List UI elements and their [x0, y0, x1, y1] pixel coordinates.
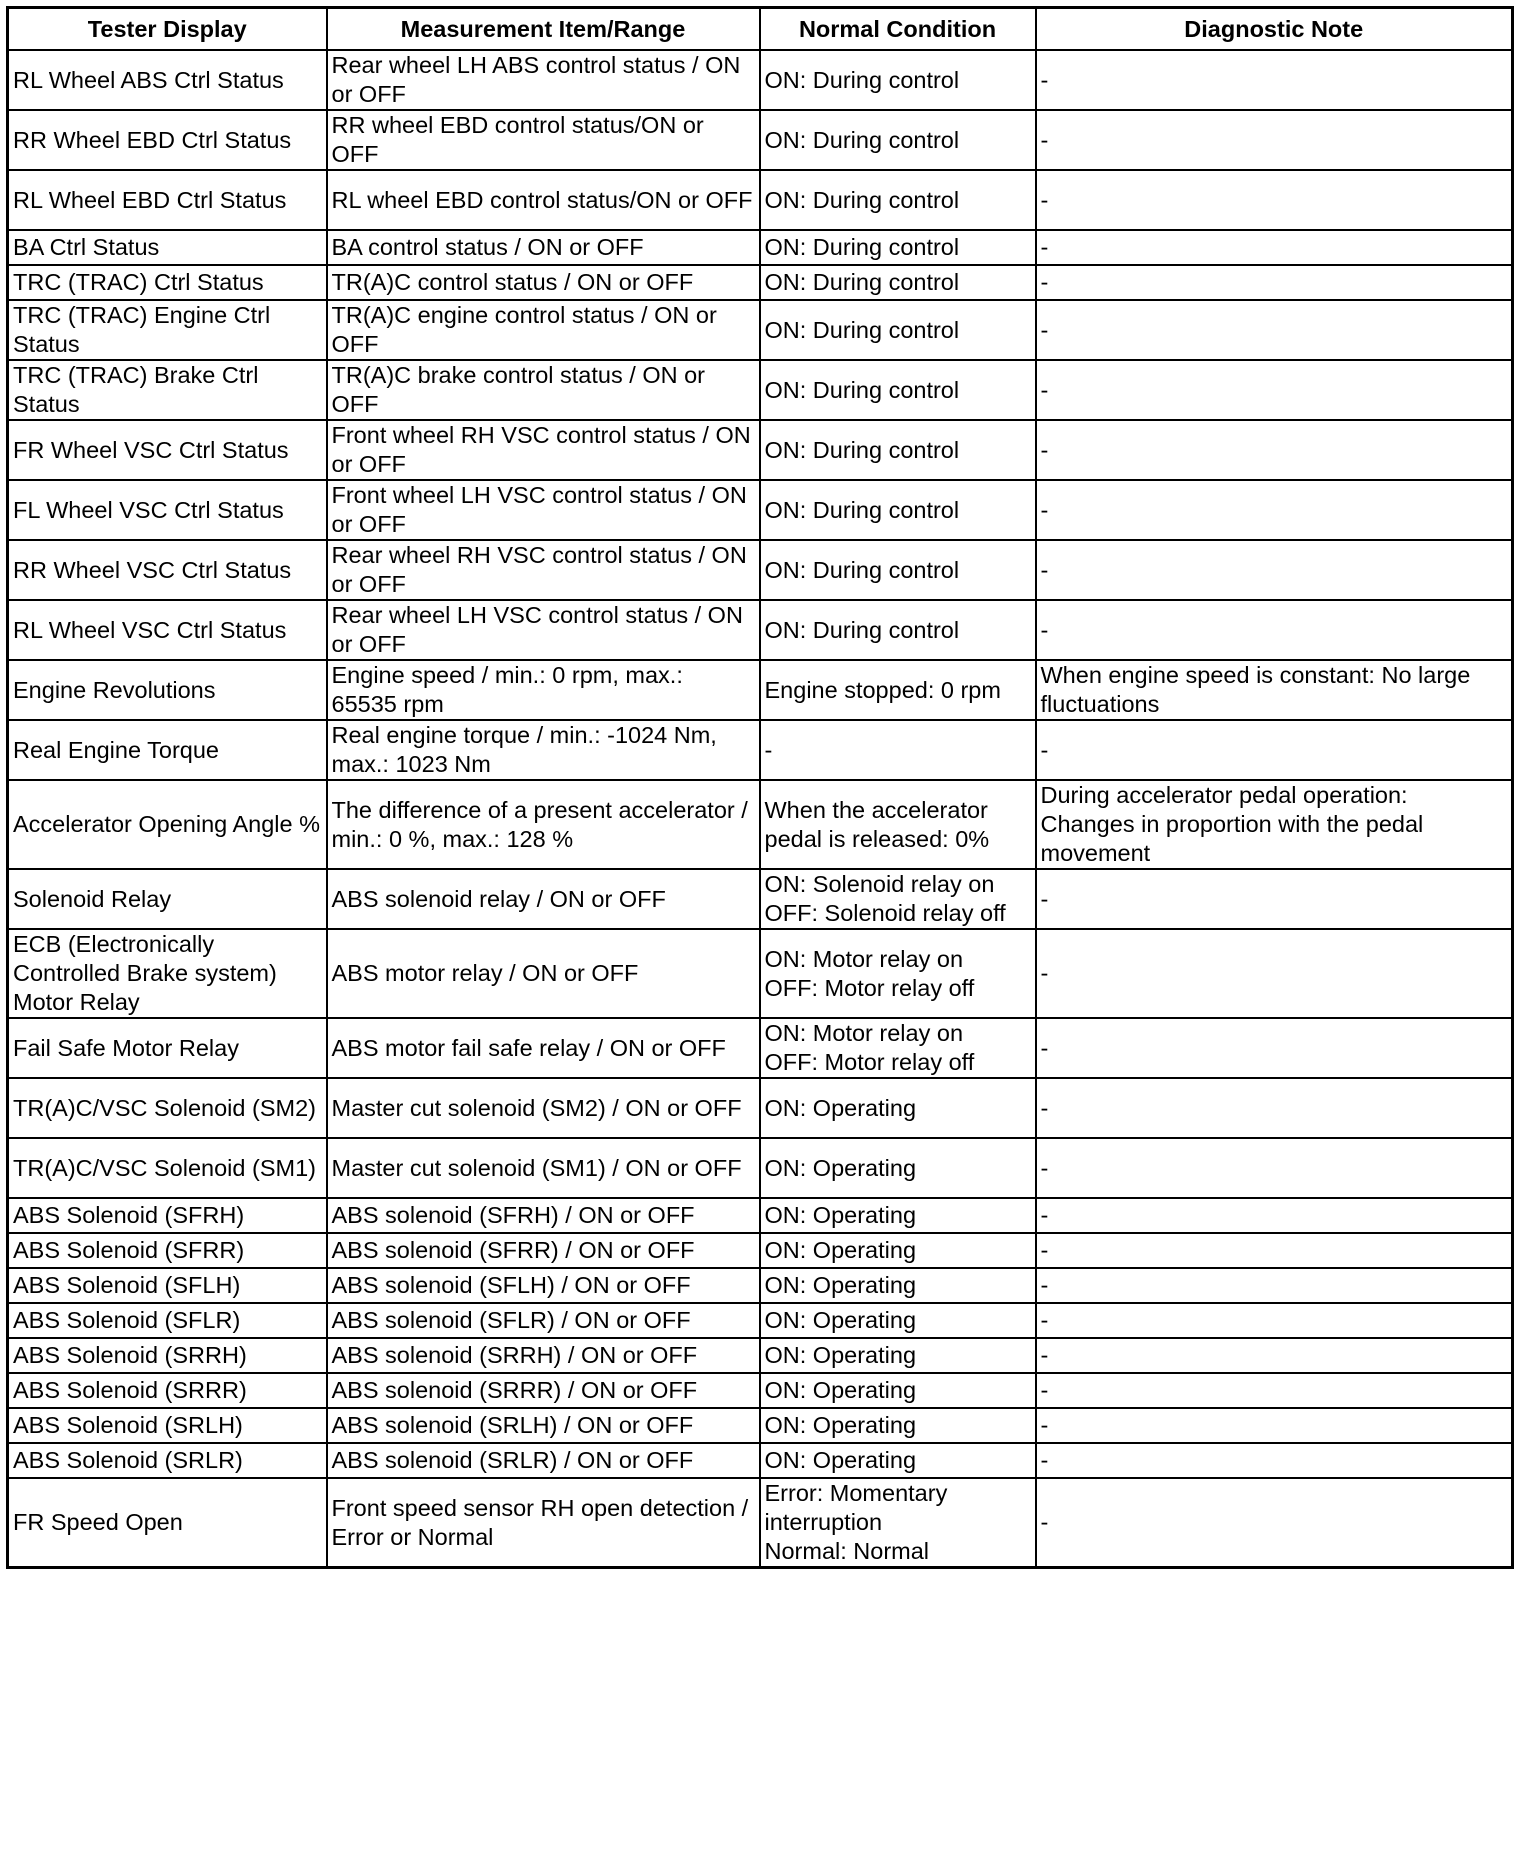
table-row — [8, 720, 1513, 780]
tester-display-cell: FR Speed Open — [8, 1478, 327, 1568]
diagnostic-note-cell: - — [1036, 720, 1513, 780]
diagnostic-note-cell: - — [1036, 1408, 1513, 1443]
diagnostic-note-cell: - — [1036, 1443, 1513, 1478]
measurement-item-cell: Front wheel RH VSC control status / ON or OFF — [327, 420, 760, 480]
diagnostic-note-cell: - — [1036, 170, 1513, 230]
diagnostic-note-cell: When engine speed is constant: No large fluctuations — [1036, 660, 1513, 720]
tester-display-cell: Real Engine Torque — [8, 720, 327, 780]
measurement-item-cell: Rear wheel RH VSC control status / ON or OFF — [327, 540, 760, 600]
measurement-item-cell: ABS solenoid relay / ON or OFF — [327, 869, 760, 929]
normal-condition-cell: ON: Operating — [760, 1373, 1036, 1408]
normal-condition-cell: ON: During control — [760, 110, 1036, 170]
tester-display-cell: ABS Solenoid (SRLH) — [8, 1408, 327, 1443]
table-row — [8, 1443, 1513, 1478]
table-row — [8, 929, 1513, 1018]
normal-condition-cell: - — [760, 720, 1036, 780]
diagnostic-note-cell: - — [1036, 540, 1513, 600]
diagnostic-note-cell: - — [1036, 1233, 1513, 1268]
table-row — [8, 1408, 1513, 1443]
diagnostic-note-cell: - — [1036, 1138, 1513, 1198]
normal-condition-cell: ON: Operating — [760, 1078, 1036, 1138]
tester-display-cell: ABS Solenoid (SFLH) — [8, 1268, 327, 1303]
tester-display-cell: RR Wheel VSC Ctrl Status — [8, 540, 327, 600]
measurement-item-cell: ABS solenoid (SFRH) / ON or OFF — [327, 1198, 760, 1233]
table-row — [8, 1268, 1513, 1303]
tester-display-cell: Fail Safe Motor Relay — [8, 1018, 327, 1078]
diagnostic-note-cell: - — [1036, 869, 1513, 929]
measurement-item-cell: RR wheel EBD control status/ON or OFF — [327, 110, 760, 170]
table-row — [8, 660, 1513, 720]
tester-display-cell: FL Wheel VSC Ctrl Status — [8, 480, 327, 540]
normal-condition-cell: ON: During control — [760, 50, 1036, 110]
diagnostic-note-cell: - — [1036, 1478, 1513, 1568]
diagnostic-note-cell: - — [1036, 1268, 1513, 1303]
tester-display-cell: TR(A)C/VSC Solenoid (SM1) — [8, 1138, 327, 1198]
table-row — [8, 540, 1513, 600]
normal-condition-cell: ON: Operating — [760, 1338, 1036, 1373]
measurement-item-cell: ABS solenoid (SFLR) / ON or OFF — [327, 1303, 760, 1338]
normal-condition-cell: ON: Motor relay on OFF: Motor relay off — [760, 1018, 1036, 1078]
measurement-item-cell: The difference of a present accelerator / min.: 0 %, max.: 128 % — [327, 780, 760, 869]
normal-condition-cell: ON: During control — [760, 265, 1036, 300]
diagnostic-note-cell: - — [1036, 360, 1513, 420]
tester-display-cell: ABS Solenoid (SRRH) — [8, 1338, 327, 1373]
table-row — [8, 360, 1513, 420]
table-header-row — [8, 8, 1513, 51]
diagnostic-note-cell: - — [1036, 110, 1513, 170]
table-row — [8, 1303, 1513, 1338]
table-row — [8, 420, 1513, 480]
diagnostic-note-cell: - — [1036, 300, 1513, 360]
measurement-item-cell: ABS solenoid (SRRH) / ON or OFF — [327, 1338, 760, 1373]
table-row — [8, 869, 1513, 929]
measurement-item-cell: ABS motor fail safe relay / ON or OFF — [327, 1018, 760, 1078]
diagnostic-note-cell: - — [1036, 1198, 1513, 1233]
data-list-table-container — [6, 6, 1514, 1569]
normal-condition-cell: ON: During control — [760, 300, 1036, 360]
table-row — [8, 480, 1513, 540]
measurement-item-cell: ABS solenoid (SRLH) / ON or OFF — [327, 1408, 760, 1443]
normal-condition-cell: Engine stopped: 0 rpm — [760, 660, 1036, 720]
measurement-item-cell: TR(A)C control status / ON or OFF — [327, 265, 760, 300]
measurement-item-cell: BA control status / ON or OFF — [327, 230, 760, 265]
tester-display-cell: TRC (TRAC) Brake Ctrl Status — [8, 360, 327, 420]
measurement-item-cell: ABS motor relay / ON or OFF — [327, 929, 760, 1018]
normal-condition-cell: ON: During control — [760, 360, 1036, 420]
tester-display-cell: RL Wheel ABS Ctrl Status — [8, 50, 327, 110]
tester-display-cell: Solenoid Relay — [8, 869, 327, 929]
table-row — [8, 1373, 1513, 1408]
diagnostic-note-cell: - — [1036, 1303, 1513, 1338]
normal-condition-cell: When the accelerator pedal is released: 0% — [760, 780, 1036, 869]
measurement-item-cell: ABS solenoid (SFLH) / ON or OFF — [327, 1268, 760, 1303]
tester-display-cell: Engine Revolutions — [8, 660, 327, 720]
tester-display-cell: ABS Solenoid (SRRR) — [8, 1373, 327, 1408]
measurement-item-cell: TR(A)C brake control status / ON or OFF — [327, 360, 760, 420]
diagnostic-note-cell: - — [1036, 1338, 1513, 1373]
normal-condition-cell: ON: During control — [760, 540, 1036, 600]
tester-display-cell: ECB (Electronically Controlled Brake system) Motor Relay — [8, 929, 327, 1018]
measurement-item-cell: Master cut solenoid (SM2) / ON or OFF — [327, 1078, 760, 1138]
table-row — [8, 265, 1513, 300]
measurement-item-cell: ABS solenoid (SFRR) / ON or OFF — [327, 1233, 760, 1268]
diagnostic-note-cell: - — [1036, 480, 1513, 540]
tester-display-cell: ABS Solenoid (SFRH) — [8, 1198, 327, 1233]
normal-condition-cell: Error: Momentary interruption Normal: Normal — [760, 1478, 1036, 1568]
table-row — [8, 1478, 1513, 1568]
diagnostic-note-cell: - — [1036, 50, 1513, 110]
measurement-item-cell: Master cut solenoid (SM1) / ON or OFF — [327, 1138, 760, 1198]
tester-display-cell: Accelerator Opening Angle % — [8, 780, 327, 869]
tester-display-cell: TRC (TRAC) Engine Ctrl Status — [8, 300, 327, 360]
tester-display-cell: RR Wheel EBD Ctrl Status — [8, 110, 327, 170]
diagnostic-note-cell: - — [1036, 600, 1513, 660]
measurement-item-cell: Front speed sensor RH open detection / Error or Normal — [327, 1478, 760, 1568]
measurement-item-cell: Engine speed / min.: 0 rpm, max.: 65535 rpm — [327, 660, 760, 720]
measurement-item-cell: RL wheel EBD control status/ON or OFF — [327, 170, 760, 230]
tester-display-cell: TRC (TRAC) Ctrl Status — [8, 265, 327, 300]
measurement-item-cell: ABS solenoid (SRRR) / ON or OFF — [327, 1373, 760, 1408]
data-list-table — [6, 6, 1514, 1569]
table-row — [8, 1138, 1513, 1198]
normal-condition-cell: ON: Operating — [760, 1268, 1036, 1303]
measurement-item-cell: Rear wheel LH ABS control status / ON or OFF — [327, 50, 760, 110]
header-tester-display: Tester Display — [8, 8, 327, 51]
normal-condition-cell: ON: Operating — [760, 1233, 1036, 1268]
table-row — [8, 230, 1513, 265]
diagnostic-note-cell: - — [1036, 1373, 1513, 1408]
tester-display-cell: RL Wheel VSC Ctrl Status — [8, 600, 327, 660]
table-row — [8, 1198, 1513, 1233]
normal-condition-cell: ON: During control — [760, 420, 1036, 480]
normal-condition-cell: ON: Operating — [760, 1198, 1036, 1233]
normal-condition-cell: ON: Operating — [760, 1303, 1036, 1338]
header-measurement-item: Measurement Item/Range — [327, 8, 760, 51]
header-diagnostic-note: Diagnostic Note — [1036, 8, 1513, 51]
tester-display-cell: FR Wheel VSC Ctrl Status — [8, 420, 327, 480]
table-row — [8, 1233, 1513, 1268]
table-row — [8, 300, 1513, 360]
normal-condition-cell: ON: Motor relay on OFF: Motor relay off — [760, 929, 1036, 1018]
tester-display-cell: ABS Solenoid (SFLR) — [8, 1303, 327, 1338]
header-normal-condition: Normal Condition — [760, 8, 1036, 51]
table-row — [8, 1018, 1513, 1078]
diagnostic-note-cell: - — [1036, 420, 1513, 480]
table-row — [8, 600, 1513, 660]
diagnostic-note-cell: - — [1036, 265, 1513, 300]
measurement-item-cell: ABS solenoid (SRLR) / ON or OFF — [327, 1443, 760, 1478]
table-row — [8, 170, 1513, 230]
normal-condition-cell: ON: During control — [760, 480, 1036, 540]
measurement-item-cell: Rear wheel LH VSC control status / ON or OFF — [327, 600, 760, 660]
table-body — [8, 50, 1513, 1568]
tester-display-cell: RL Wheel EBD Ctrl Status — [8, 170, 327, 230]
diagnostic-note-cell: - — [1036, 929, 1513, 1018]
measurement-item-cell: TR(A)C engine control status / ON or OFF — [327, 300, 760, 360]
measurement-item-cell: Real engine torque / min.: -1024 Nm, max.: 1023 Nm — [327, 720, 760, 780]
table-row — [8, 1338, 1513, 1373]
table-row — [8, 50, 1513, 110]
normal-condition-cell: ON: Operating — [760, 1408, 1036, 1443]
normal-condition-cell: ON: During control — [760, 600, 1036, 660]
table-row — [8, 1078, 1513, 1138]
table-row — [8, 780, 1513, 869]
tester-display-cell: BA Ctrl Status — [8, 230, 327, 265]
tester-display-cell: TR(A)C/VSC Solenoid (SM2) — [8, 1078, 327, 1138]
diagnostic-note-cell: - — [1036, 230, 1513, 265]
normal-condition-cell: ON: During control — [760, 230, 1036, 265]
normal-condition-cell: ON: Operating — [760, 1443, 1036, 1478]
diagnostic-note-cell: - — [1036, 1018, 1513, 1078]
tester-display-cell: ABS Solenoid (SFRR) — [8, 1233, 327, 1268]
normal-condition-cell: ON: Solenoid relay on OFF: Solenoid relay off — [760, 869, 1036, 929]
diagnostic-note-cell: - — [1036, 1078, 1513, 1138]
normal-condition-cell: ON: During control — [760, 170, 1036, 230]
diagnostic-note-cell: During accelerator pedal operation: Changes in proportion with the pedal movement — [1036, 780, 1513, 869]
tester-display-cell: ABS Solenoid (SRLR) — [8, 1443, 327, 1478]
measurement-item-cell: Front wheel LH VSC control status / ON or OFF — [327, 480, 760, 540]
table-row — [8, 110, 1513, 170]
normal-condition-cell: ON: Operating — [760, 1138, 1036, 1198]
